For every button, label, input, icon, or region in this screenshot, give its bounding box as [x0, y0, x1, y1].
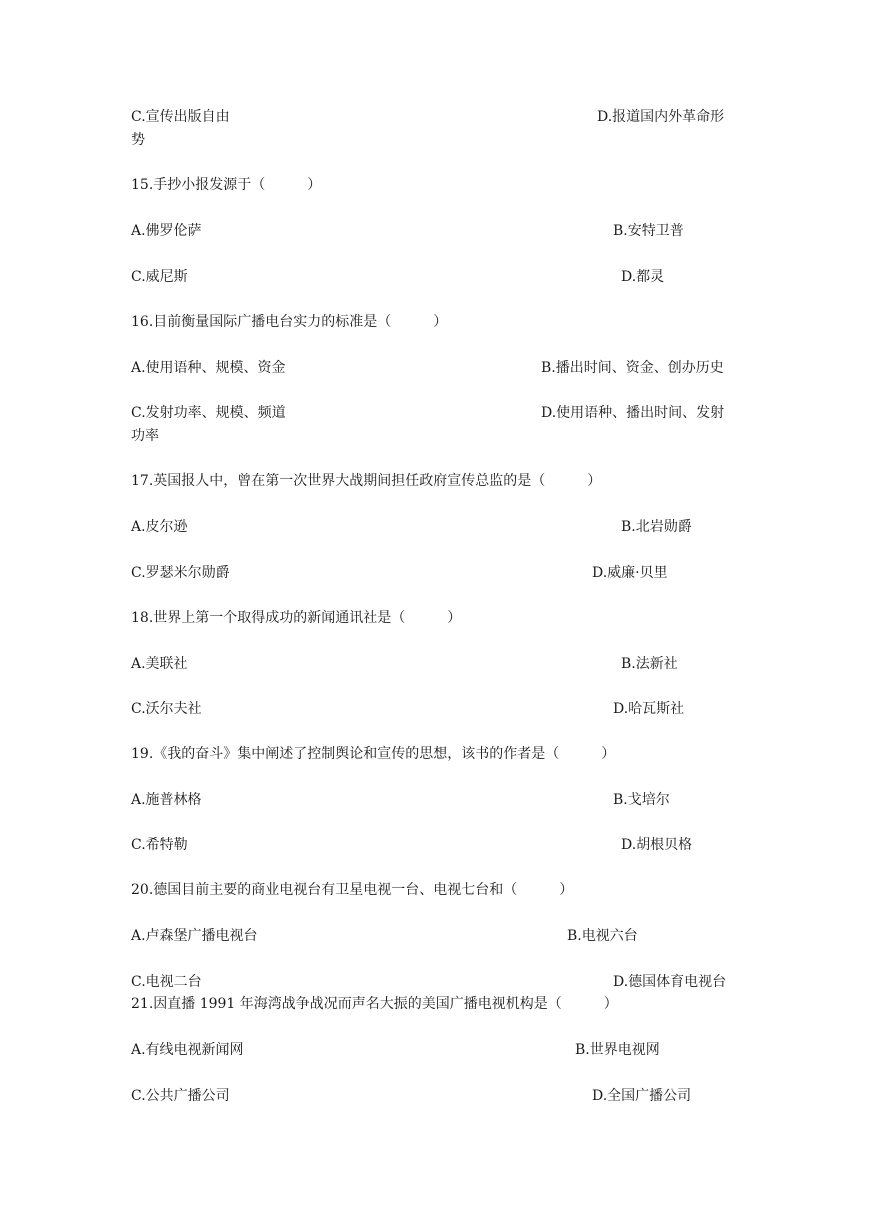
- option-c-q19: C.希特勒: [131, 837, 188, 853]
- option-d-q20: D.德国体育电视台: [613, 974, 727, 990]
- question-19: 19.《我的奋斗》集中阐述了控制舆论和宣传的思想，该书的作者是（ ）: [131, 746, 616, 762]
- option-a-q16: A.使用语种、规模、资金: [131, 360, 286, 376]
- option-c-q20: C.电视二台: [131, 974, 202, 990]
- option-d-q15: D.都灵: [621, 269, 665, 285]
- option-d-q17: D.威廉·贝里: [592, 565, 668, 581]
- option-b-q19: B.戈培尔: [613, 792, 670, 808]
- option-a-q19: A.施普林格: [131, 792, 202, 808]
- option-d-q21: D.全国广播公司: [592, 1088, 692, 1104]
- question-15: 15.手抄小报发源于（ ）: [131, 177, 322, 193]
- option-c-q15: C.威尼斯: [131, 269, 188, 285]
- option-c-q17: C.罗瑟米尔勋爵: [131, 565, 230, 581]
- option-d-q18: D.哈瓦斯社: [613, 701, 685, 717]
- option-c-q21: C.公共广播公司: [131, 1088, 230, 1104]
- question-18: 18.世界上第一个取得成功的新闻通讯社是（ ）: [131, 610, 462, 626]
- question-17: 17.英国报人中，曾在第一次世界大战期间担任政府宣传总监的是（ ）: [131, 473, 602, 489]
- option-a-q18: A.美联社: [131, 656, 188, 672]
- question-20: 20.德国目前主要的商业电视台有卫星电视一台、电视七台和（ ）: [131, 882, 574, 898]
- option-d-q14-continued: 势: [131, 132, 145, 148]
- option-c-q14: C.宣传出版自由: [131, 109, 230, 125]
- option-b-q15: B.安特卫普: [613, 223, 684, 239]
- option-d-q14: D.报道国内外革命形: [597, 109, 725, 125]
- option-b-q16: B.播出时间、资金、创办历史: [541, 360, 724, 376]
- option-c-q18: C.沃尔夫社: [131, 701, 202, 717]
- option-c-q16: C.发射功率、规模、频道: [131, 405, 286, 421]
- option-a-q15: A.佛罗伦萨: [131, 223, 202, 239]
- option-b-q17: B.北岩勋爵: [621, 519, 692, 535]
- option-a-q20: A.卢森堡广播电视台: [131, 928, 258, 944]
- option-b-q21: B.世界电视网: [575, 1042, 660, 1058]
- option-b-q18: B.法新社: [621, 656, 678, 672]
- option-d-q16: D.使用语种、播出时间、发射: [541, 405, 725, 421]
- option-d-q16-continued: 功率: [131, 428, 159, 444]
- question-16: 16.目前衡量国际广播电台实力的标准是（ ）: [131, 314, 448, 330]
- option-a-q17: A.皮尔逊: [131, 519, 188, 535]
- option-d-q19: D.胡根贝格: [621, 837, 693, 853]
- option-a-q21: A.有线电视新闻网: [131, 1042, 244, 1058]
- option-b-q20: B.电视六台: [567, 928, 638, 944]
- question-21: 21.因直播 1991 年海湾战争战况而声名大振的美国广播电视机构是（ ）: [131, 996, 618, 1012]
